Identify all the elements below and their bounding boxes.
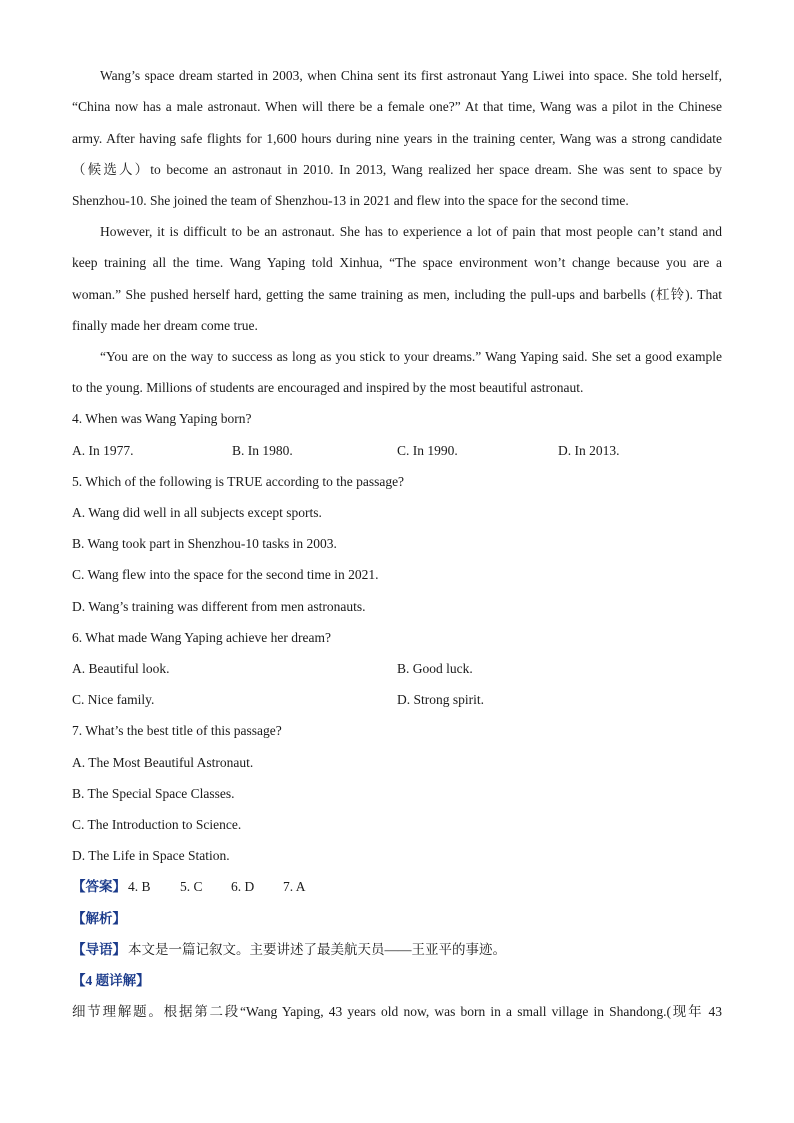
option-d: D. In 2013. bbox=[558, 443, 620, 458]
answer-item: 4. B bbox=[128, 879, 151, 894]
guide-text: 本文是一篇记叙文。主要讲述了最美航天员——王亚平的事迹。 bbox=[128, 942, 506, 957]
question-stem: 4. When was Wang Yaping born? bbox=[72, 411, 252, 426]
answer-item: 5. C bbox=[180, 879, 203, 894]
option-c: C. Nice family. bbox=[72, 692, 155, 707]
passage-line: “You are on the way to success as long as you stick to your dreams.” Wang Yaping said. She set a good example bbox=[100, 349, 722, 364]
passage-line: to the young. Millions of students are encouraged and inspired by the most beautiful astronaut. bbox=[72, 380, 584, 395]
option-b: B. Wang took part in Shenzhou-10 tasks in 2003. bbox=[72, 536, 337, 551]
detail-label: 【4 题详解】 bbox=[72, 973, 150, 988]
question-stem: 5. Which of the following is TRUE according to the passage? bbox=[72, 474, 405, 489]
option-b: B. In 1980. bbox=[232, 443, 293, 458]
passage-line: Shenzhou-10. She joined the team of Shenzhou-13 in 2021 and flew into the space for the second time. bbox=[72, 193, 629, 208]
passage-line: （候选人）to become an astronaut in 2010. In 2013, Wang realized her space dream. She was sent to space by bbox=[72, 162, 722, 177]
answer-label: 【答案】 bbox=[72, 879, 126, 894]
question-stem: 7. What’s the best title of this passage? bbox=[72, 723, 282, 738]
option-d: D. Strong spirit. bbox=[397, 692, 485, 707]
option-a: A. In 1977. bbox=[72, 443, 134, 458]
passage-line: Wang’s space dream started in 2003, when China sent its first astronaut Yang Liwei into space. She told herself, bbox=[100, 68, 722, 83]
analysis-label: 【解析】 bbox=[72, 911, 126, 926]
option-a: A. The Most Beautiful Astronaut. bbox=[72, 755, 254, 770]
option-c: C. The Introduction to Science. bbox=[72, 817, 242, 832]
answer-item: 7. A bbox=[283, 879, 306, 894]
detail-text: 细节理解题。根据第二段“Wang Yaping, 43 years old now, was born in a small village in Shandong.(现年 43 bbox=[72, 1004, 722, 1019]
passage-line: army. After having safe flights for 1,600 hours during nine years in the training center, Wang was a strong candidate bbox=[72, 131, 722, 146]
question-stem: 6. What made Wang Yaping achieve her dream? bbox=[72, 630, 331, 645]
answer-item: 6. D bbox=[231, 879, 255, 894]
option-b: B. The Special Space Classes. bbox=[72, 786, 235, 801]
passage-line: woman.” She pushed herself hard, getting the same training as men, including the pull-ups and barbells (杠铃). That bbox=[72, 287, 722, 302]
option-c: C. Wang flew into the space for the second time in 2021. bbox=[72, 567, 379, 582]
passage-line: keep training all the time. Wang Yaping told Xinhua, “The space environment won’t change because you are a bbox=[72, 255, 722, 270]
passage-line: finally made her dream come true. bbox=[72, 318, 258, 333]
passage-line: However, it is difficult to be an astronaut. She has to experience a lot of pain that most people can’t stand and bbox=[100, 224, 722, 239]
option-b: B. Good luck. bbox=[397, 661, 473, 676]
option-c: C. In 1990. bbox=[397, 443, 458, 458]
option-a: A. Wang did well in all subjects except sports. bbox=[72, 505, 322, 520]
guide-label: 【导语】 bbox=[72, 942, 126, 957]
passage-line: “China now has a male astronaut. When will there be a female one?” At that time, Wang was a pilot in the Chinese bbox=[72, 99, 722, 114]
option-d: D. The Life in Space Station. bbox=[72, 848, 230, 863]
option-a: A. Beautiful look. bbox=[72, 661, 170, 676]
option-d: D. Wang’s training was different from men astronauts. bbox=[72, 599, 366, 614]
